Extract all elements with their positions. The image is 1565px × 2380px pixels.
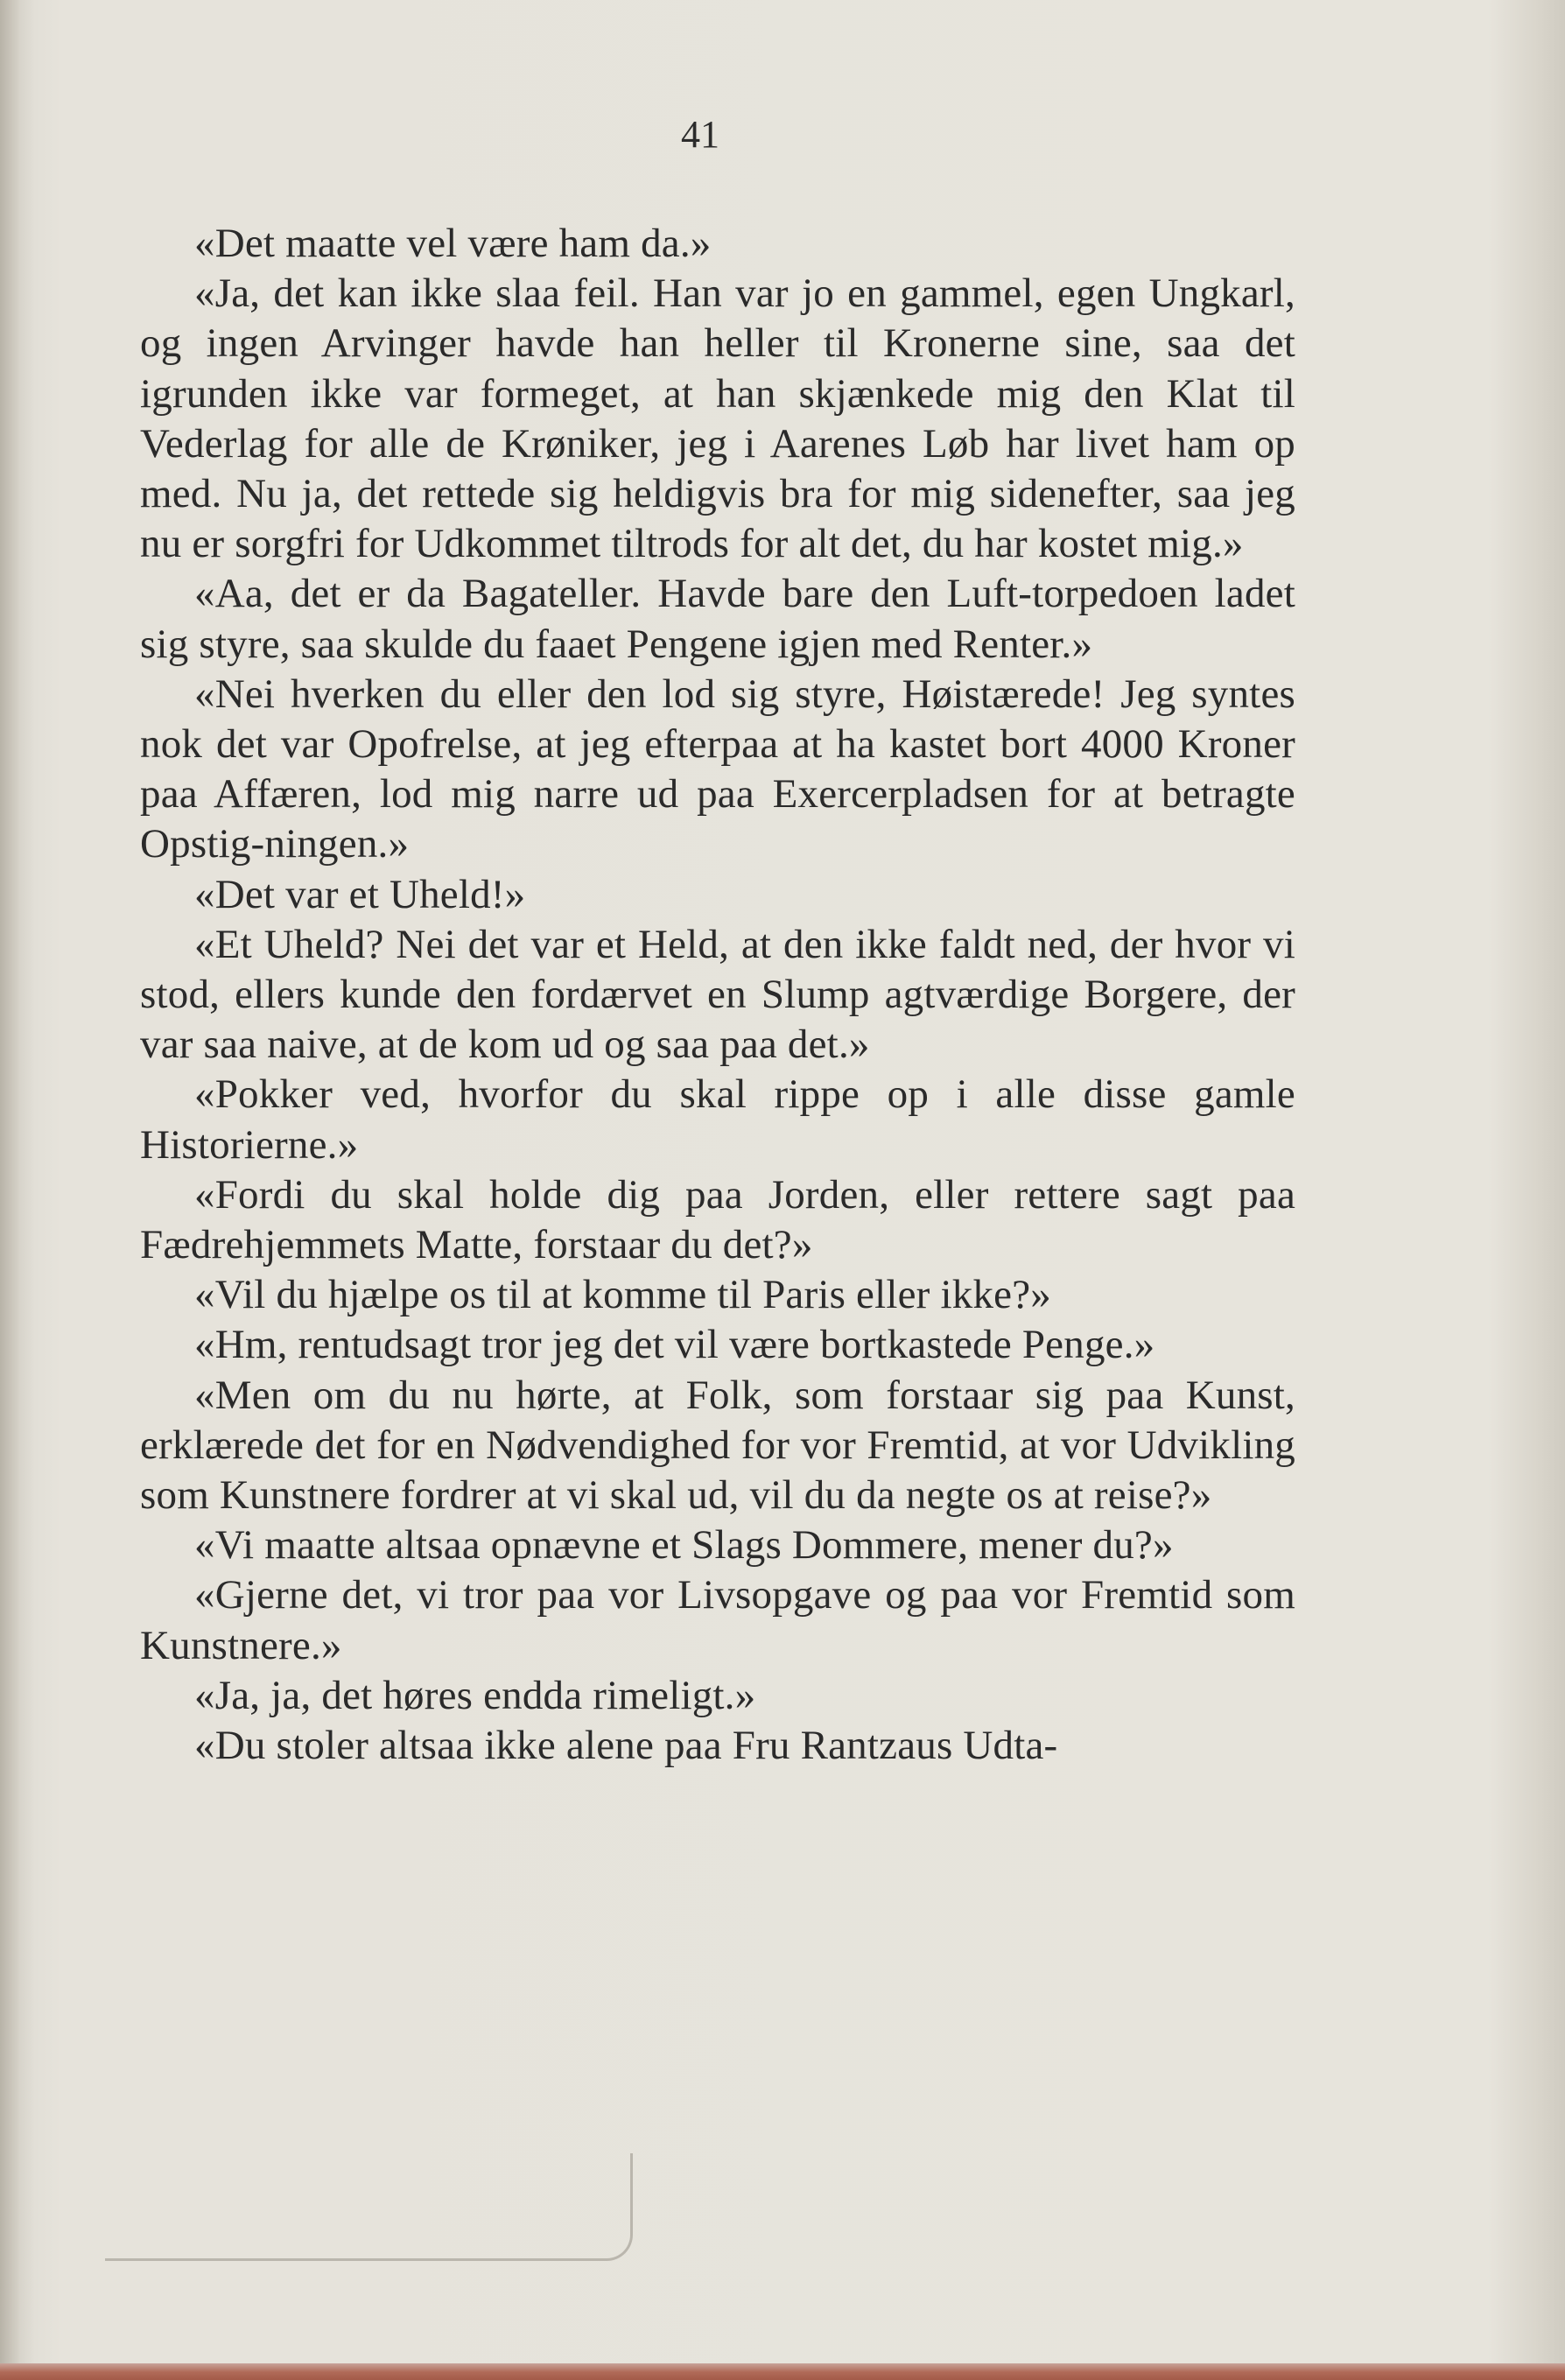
paragraph: «Gjerne det, vi tror paa vor Livsopgave og paa vor Fremtid som Kunstnere.» xyxy=(140,1572,1295,1668)
page-number: 41 xyxy=(681,113,719,156)
page-fold-shadow xyxy=(0,0,19,2363)
paragraph: «Det var et Uheld!» xyxy=(194,871,526,917)
paragraph: «Det maatte vel være ham da.» xyxy=(194,221,712,266)
paragraph: «Vi maatte altsaa opnævne et Slags Dommere, mener du?» xyxy=(194,1522,1174,1569)
paragraph: «Vil du hjælpe os til at komme til Paris eller ikke?» xyxy=(194,1272,1051,1318)
faded-stamp-outline xyxy=(105,2153,633,2261)
paragraph: «Ja, ja, det høres endda rimeligt.» xyxy=(194,1672,756,1718)
page-bottom-edge xyxy=(0,2363,1565,2380)
body-text xyxy=(140,219,1295,1771)
paragraph: «Fordi du skal holde dig paa Jorden, eller rettere sagt paa Fædrehjemmets Matte, forstaar du det?» xyxy=(140,1171,1295,1268)
paragraph: «Pokker ved, hvorfor du skal rippe op i alle disse gamle Historierne.» xyxy=(140,1071,1295,1168)
paragraph: «Ja, det kan ikke slaa feil. Han var jo en gammel, egen Ungkarl, og ingen Arvinger havde han heller til Kronerne sine, saa det igrunden ikke var formeget, at han skjænkede mig den Klat til Vederlag for alle de Krøniker, jeg i Aarenes Løb har livet ham op med. Nu ja, det rettede sig heldigvis bra for mig sidenefter, saa jeg nu er sorgfri for Udkommet tiltrods for alt det, du har kostet mig.» xyxy=(140,270,1295,567)
paragraph: «Hm, rentudsagt tror jeg det vil være bortkastede Penge.» xyxy=(194,1322,1155,1368)
paragraph: «Du stoler altsaa ikke alene paa Fru Rantzaus Udta- xyxy=(194,1723,1058,1769)
paragraph: «Men om du nu hørte, at Folk, som forstaar sig paa Kunst, erklærede det for en Nødvendighed for vor Fremtid, at vor Udvikling som Kunstnere fordrer at vi skal ud, vil du da negte os at reise?» xyxy=(140,1372,1295,1519)
paragraph: «Et Uheld? Nei det var et Held, at den ikke faldt ned, der hvor vi stod, ellers kunde den fordærvet en Slump agtværdige Borgere, der var saa naive, at de kom ud og saa paa det.» xyxy=(140,921,1295,1068)
paragraph: «Nei hverken du eller den lod sig styre, Høistærede! Jeg syntes nok det var Opofrelse, at jeg efterpaa at ha kastet bort 4000 Kroner paa Affæren, lod mig narre ud paa Exercerpladsen for at betragte Opstig-ningen.» xyxy=(140,670,1295,867)
paragraph: «Aa, det er da Bagateller. Havde bare den Luft-torpedoen ladet sig styre, saa skulde du faaet Pengene igjen med Renter.» xyxy=(140,571,1295,667)
